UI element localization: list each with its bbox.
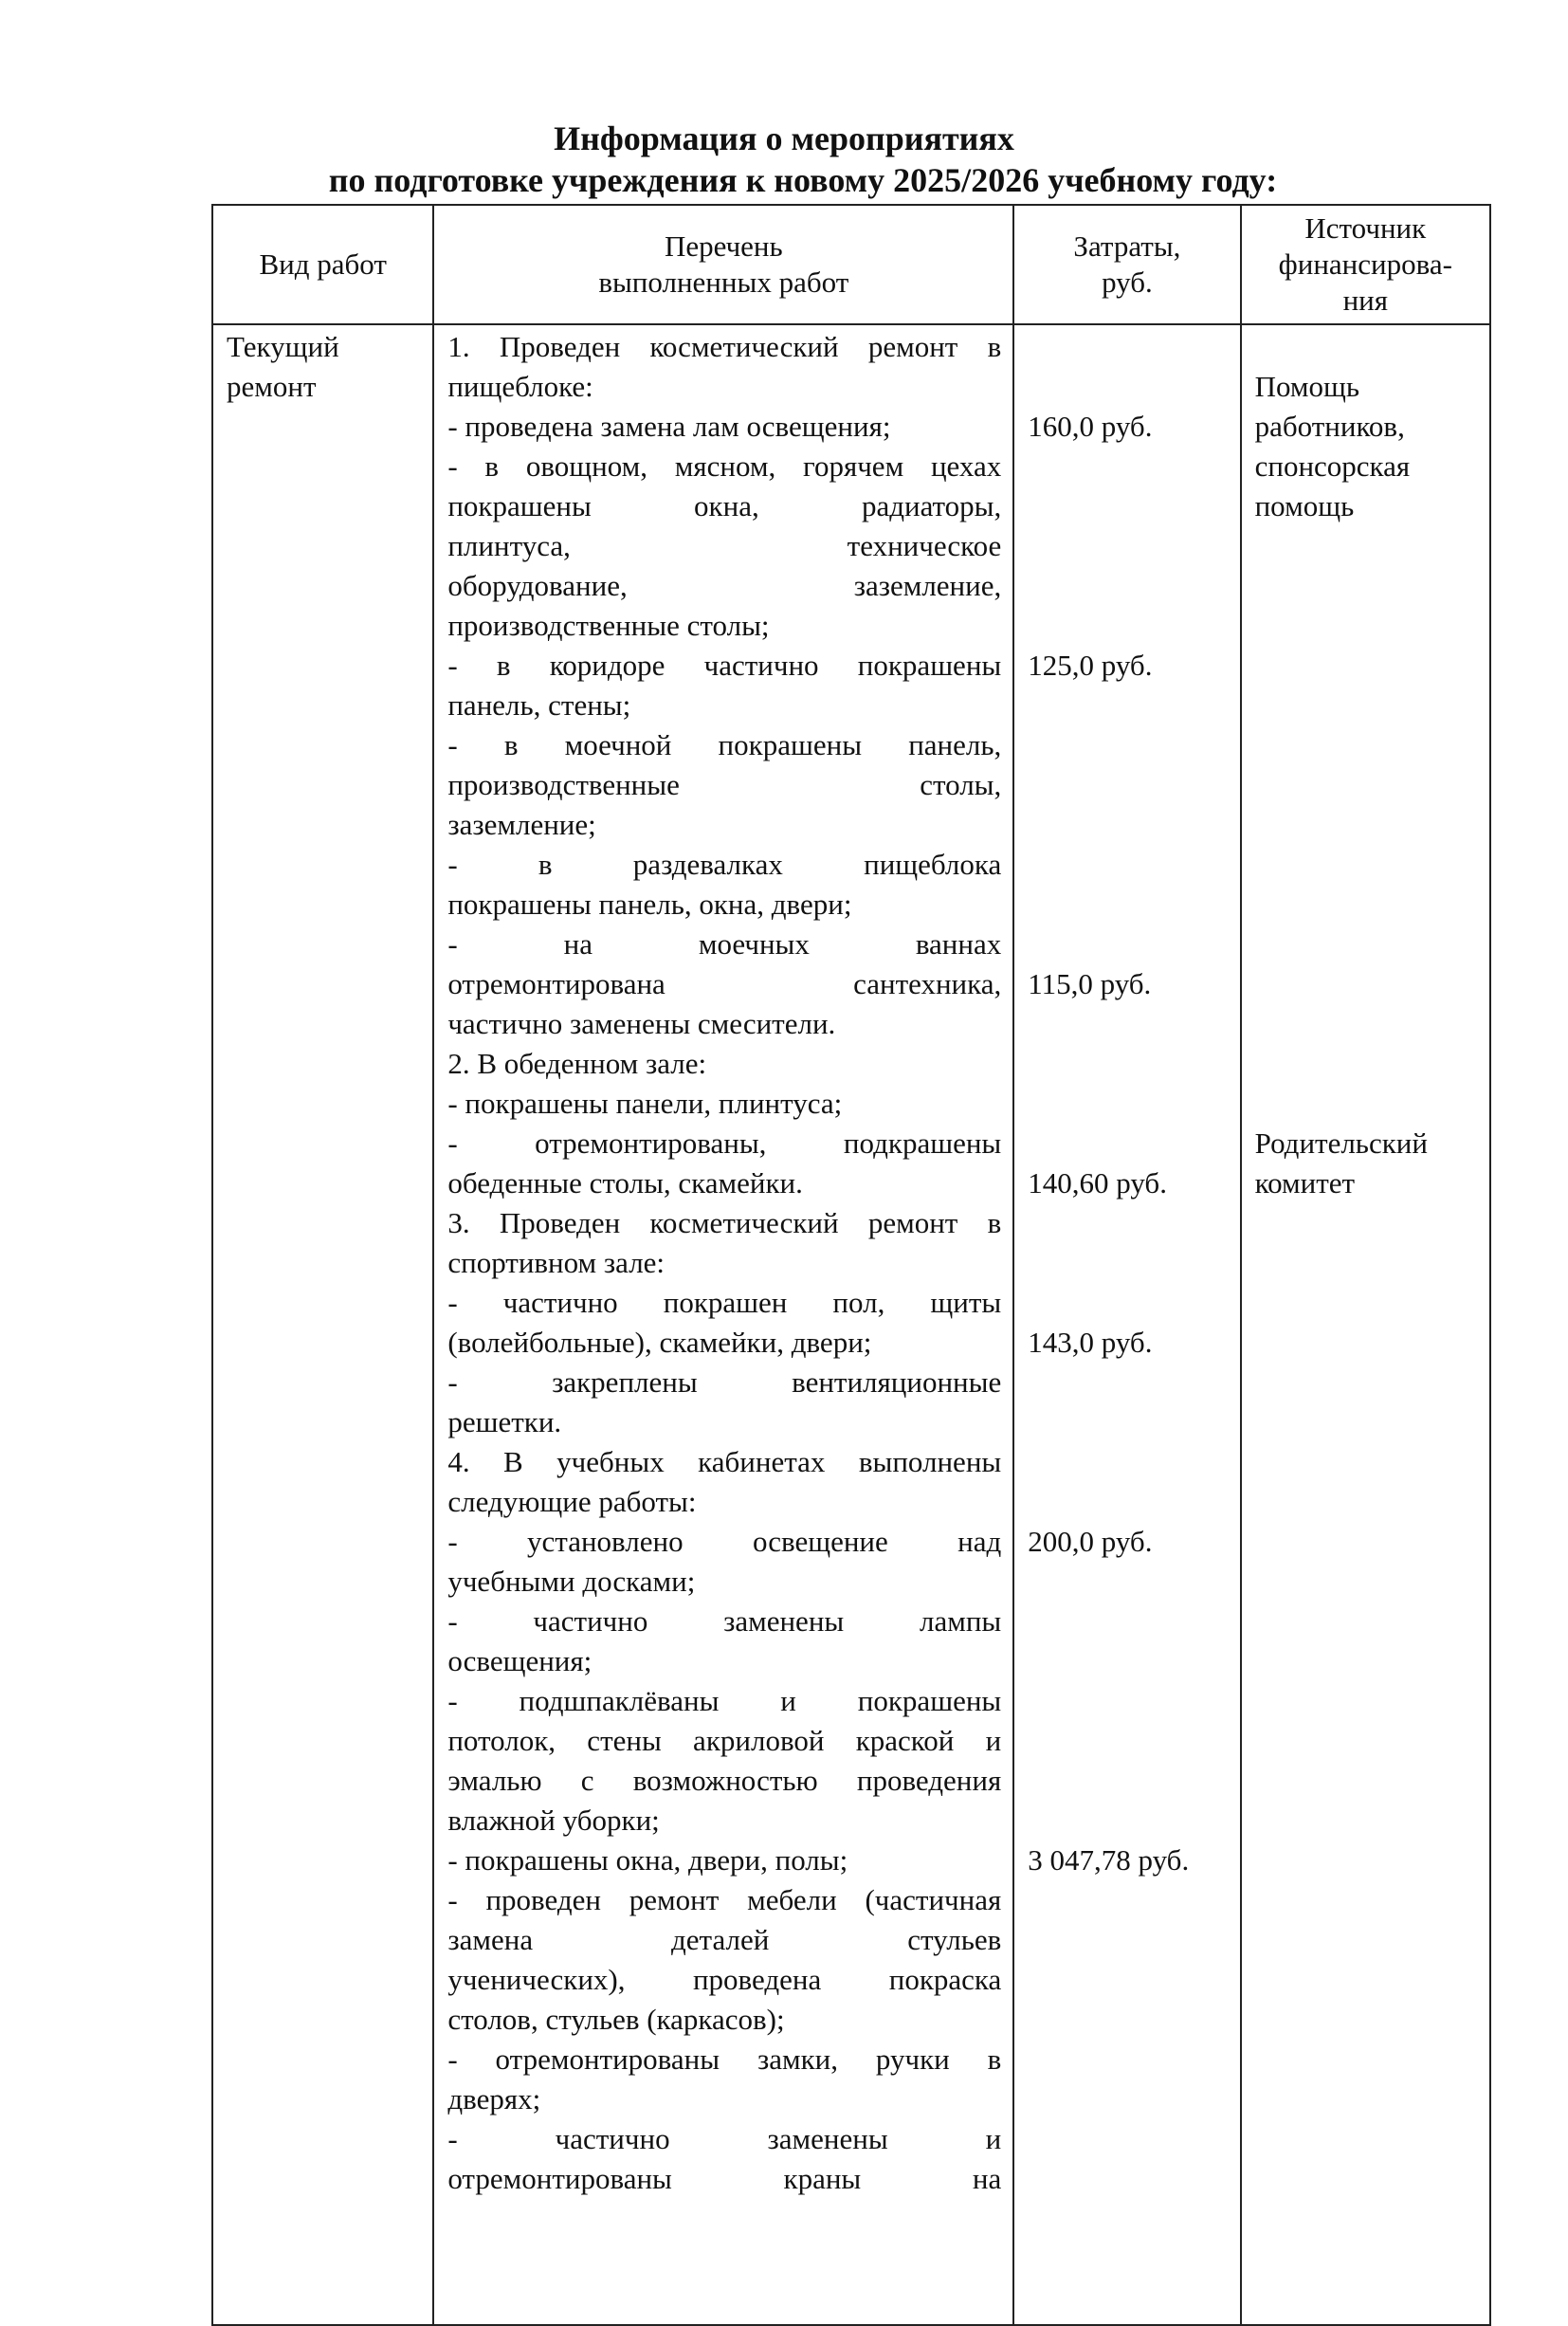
work-item-line: частично заменены смесители. xyxy=(447,1007,836,1040)
work-type-line: ремонт xyxy=(227,370,317,403)
work-item-line: отремонтирована сантехника, xyxy=(447,967,1002,1000)
cost-value: 3 047,78 руб. xyxy=(1028,1843,1190,1877)
work-item-line: - частично покрашен пол, щиты xyxy=(447,1286,1002,1319)
header-work-list-line: Перечень xyxy=(664,229,783,263)
work-item-line: эмалью с возможностью проведения xyxy=(447,1764,1002,1797)
work-item-line: - в моечной покрашены панель, xyxy=(447,728,1002,761)
work-item-line: - подшпаклёваны и покрашены xyxy=(447,1684,1002,1717)
works-table xyxy=(211,204,1491,2326)
funding-source-line: спонсорская xyxy=(1254,449,1411,483)
document-title-line-2: по подготовке учреждения к новому 2025/2026 учебному году: xyxy=(328,161,1278,199)
header-work-type-label: Вид работ xyxy=(259,247,387,281)
work-type-cell xyxy=(212,324,433,2325)
work-item-line: потолок, стены акриловой краской и xyxy=(447,1724,1002,1757)
work-list-cell xyxy=(433,324,1013,2325)
work-item-line: отремонтированы краны на xyxy=(447,2162,1002,2195)
cost-value: 143,0 руб. xyxy=(1028,1326,1153,1359)
work-item-line: оборудование, заземление, xyxy=(447,569,1002,602)
work-item-line: решетки. xyxy=(447,1405,562,1438)
work-item-line: - отремонтированы, подкрашены xyxy=(447,1126,1002,1160)
work-item-line: обеденные столы, скамейки. xyxy=(447,1166,803,1200)
work-item-line: - в коридоре частично покрашены xyxy=(447,649,1002,682)
funding-source-line: комитет xyxy=(1254,1166,1356,1200)
cost-value: 140,60 руб. xyxy=(1028,1166,1167,1200)
work-item-line: панель, стены; xyxy=(447,688,631,722)
header-work-list xyxy=(433,205,1013,324)
work-item-line: - в раздевалках пищеблока xyxy=(447,848,1002,881)
work-item-line: покрашены окна, радиаторы, xyxy=(447,489,1002,522)
work-item-line: - закреплены вентиляционные xyxy=(447,1365,1002,1399)
work-item-line: - на моечных ваннах xyxy=(447,927,1002,961)
cost-value: 115,0 руб. xyxy=(1028,967,1152,1000)
cost-value: 200,0 руб. xyxy=(1028,1525,1153,1558)
work-item-line: - проведена замена лам освещения; xyxy=(447,410,891,443)
header-funding-source-line: Источник xyxy=(1304,211,1427,245)
funding-source xyxy=(1255,367,1482,526)
header-funding-source xyxy=(1241,205,1490,324)
work-item-line: плинтуса, техническое xyxy=(447,529,1002,562)
work-item-line: пищеблоке: xyxy=(447,370,593,403)
cost-value: 160,0 руб. xyxy=(1028,410,1153,443)
cost-value: 125,0 руб. xyxy=(1028,649,1153,682)
header-costs-line: Затраты, xyxy=(1073,229,1181,263)
work-item-line: - проведен ремонт мебели (частичная xyxy=(447,1883,1002,1916)
work-item-line: покрашены панель, окна, двери; xyxy=(447,888,852,921)
funding-source-line: Помощь xyxy=(1254,370,1360,403)
funding-source-line: работников, xyxy=(1254,410,1405,443)
work-item-line: (волейбольные), скамейки, двери; xyxy=(447,1326,872,1359)
work-item-line: 2. В обеденном зале: xyxy=(447,1047,707,1080)
table-header-row xyxy=(212,205,1490,324)
document-title-line-1: Информация о мероприятиях xyxy=(554,119,1014,157)
work-item-line: замена деталей стульев xyxy=(447,1923,1002,1956)
header-funding-source-line: ния xyxy=(1342,284,1389,317)
work-item-line: ученических), проведена покраска xyxy=(447,1963,1002,1996)
work-item-line: 4. В учебных кабинетах выполнены xyxy=(447,1445,1002,1478)
work-item-line: - частично заменены и xyxy=(447,2122,1002,2155)
work-item-line: - покрашены панели, плинтуса; xyxy=(447,1087,843,1120)
work-item-line: 1. Проведен косметический ремонт в xyxy=(447,330,1002,363)
work-item-line: - отремонтированы замки, ручки в xyxy=(447,2042,1002,2076)
work-item-line: влажной уборки; xyxy=(447,1804,660,1837)
work-type-line: Текущий xyxy=(227,330,339,363)
work-item-line: - покрашены окна, двери, полы; xyxy=(447,1843,848,1877)
work-item-line: спортивном зале: xyxy=(447,1246,665,1279)
work-item-line: производственные столы, xyxy=(447,768,1002,801)
work-item-line: производственные столы; xyxy=(447,609,770,642)
work-item-line: освещения; xyxy=(447,1644,593,1677)
funding-source-line: помощь xyxy=(1254,489,1355,522)
header-funding-source-line: финансирова- xyxy=(1278,247,1452,281)
work-item-line: учебными досками; xyxy=(447,1565,696,1598)
work-item-line: 3. Проведен косметический ремонт в xyxy=(447,1206,1002,1239)
funding-source-line: Родительский xyxy=(1254,1126,1428,1160)
work-item-line: следующие работы: xyxy=(447,1485,697,1518)
costs-cell xyxy=(1013,324,1240,2325)
header-work-list-line: выполненных работ xyxy=(598,266,849,299)
work-item-line: - в овощном, мясном, горячем цехах xyxy=(447,449,1002,483)
funding-source-cell xyxy=(1241,324,1490,2325)
header-costs-line: руб. xyxy=(1102,266,1153,299)
work-item-line: дверях; xyxy=(447,2082,541,2115)
work-item-line: - установлено освещение над xyxy=(447,1525,1002,1558)
work-item-line: столов, стульев (каркасов); xyxy=(447,2003,785,2036)
header-costs xyxy=(1013,205,1240,324)
work-item-line: - частично заменены лампы xyxy=(447,1604,1002,1638)
table-row xyxy=(212,324,1490,2325)
header-work-type xyxy=(212,205,433,324)
work-item-line: заземление; xyxy=(447,808,596,841)
funding-source xyxy=(1255,1124,1482,1203)
